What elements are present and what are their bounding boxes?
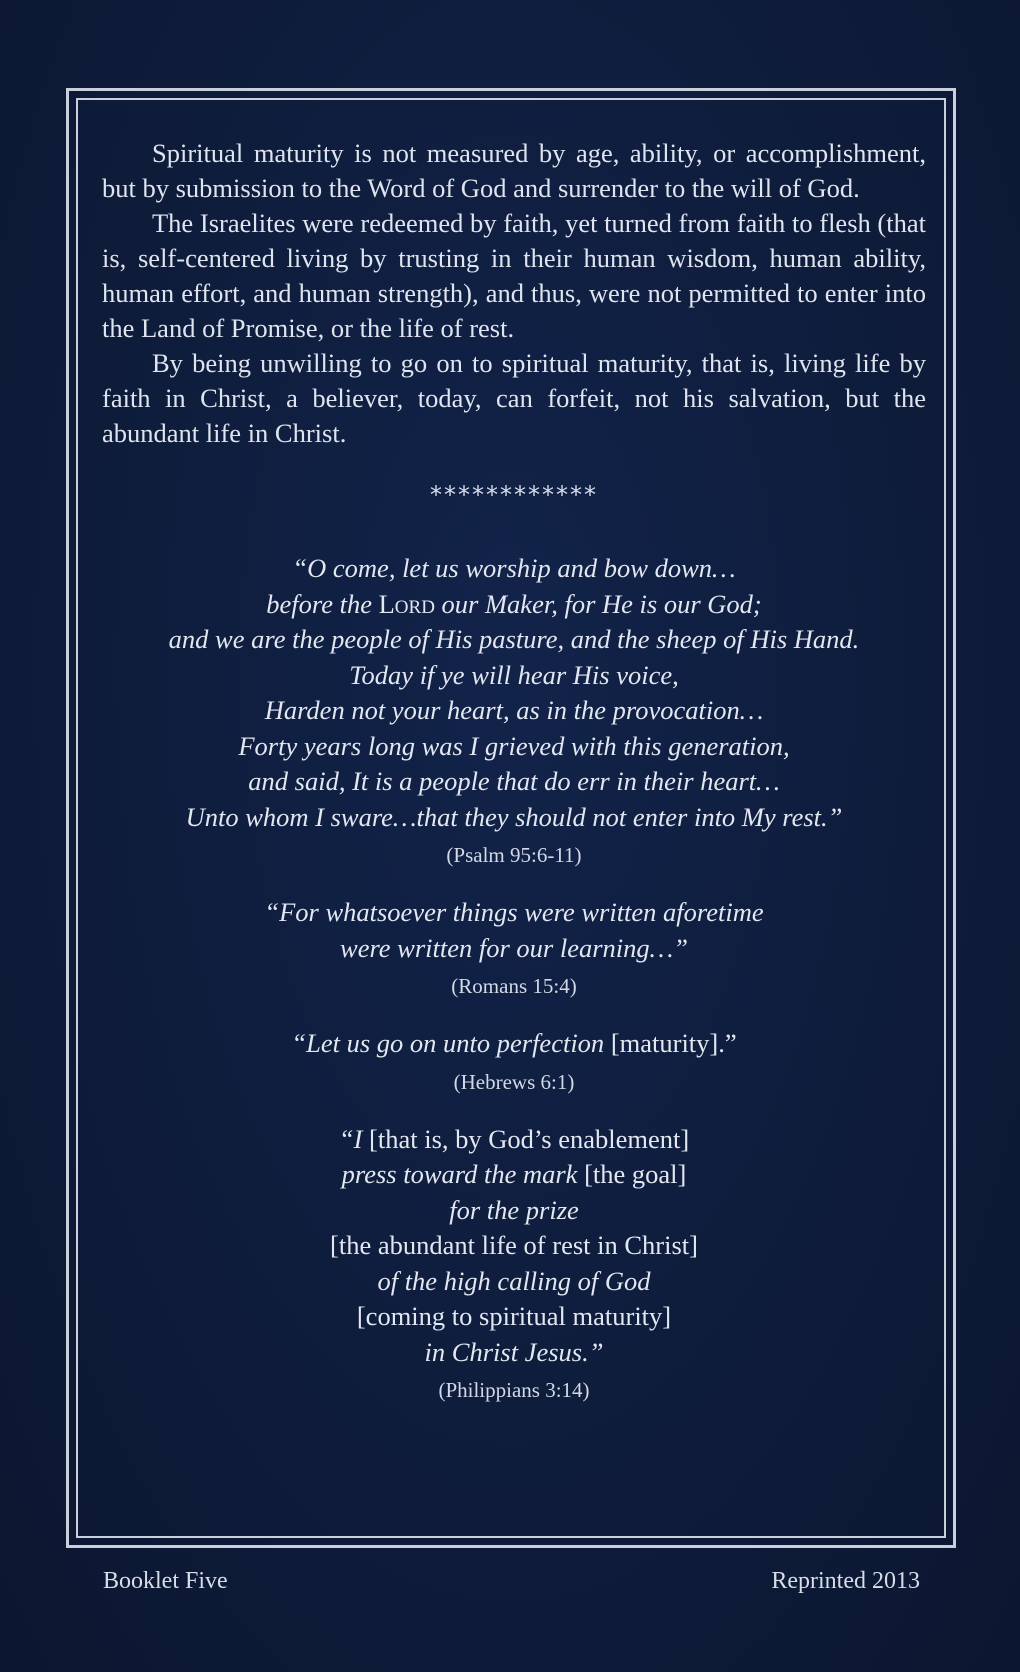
psalm-line-3: and we are the people of His pasture, and the sheep of His Hand.: [168, 624, 860, 654]
hebrews-bracket: [maturity].”: [604, 1028, 737, 1058]
philippians-line-6: [coming to spiritual maturity]: [356, 1301, 672, 1331]
psalm-line-2-after: our Maker, for He is our God;: [434, 588, 762, 619]
psalm-line-7: and said, It is a people that do err in their heart…: [248, 766, 780, 796]
romans-line-2: were written for our learning…”: [340, 932, 688, 963]
psalm-line-4: Today if ye will hear His voice,: [349, 659, 679, 690]
hebrews-quote: [102, 1026, 926, 1096]
romans-line-1: “For whatsoever things were written aforetime: [264, 897, 764, 927]
reprint-year: Reprinted 2013: [771, 1568, 920, 1594]
lord-small-caps: Lord: [378, 588, 435, 619]
psalm-line-6: Forty years long was I grieved with this generation,: [238, 730, 790, 761]
hebrews-italic: “Let us go on unto perfection: [291, 1028, 605, 1058]
booklet-number: Booklet Five: [103, 1568, 228, 1594]
philippians-line-2-italic: press toward the mark: [341, 1159, 578, 1189]
psalm-line-2: [102, 587, 926, 623]
psalm-quote: [102, 551, 926, 869]
philippians-reference: (Philippians 3:14): [438, 1378, 590, 1402]
romans-reference: (Romans 15:4): [451, 974, 577, 998]
romans-quote: [102, 895, 926, 1000]
philippians-line-7: in Christ Jesus.”: [424, 1336, 604, 1367]
psalm-line-8: Unto whom I sware…that they should not enter into My rest.”: [185, 801, 843, 832]
philippians-line-3: for the prize: [449, 1194, 579, 1225]
philippians-line-1-bracket: [that is, by God’s enablement]: [362, 1123, 690, 1154]
cover-content: [102, 136, 926, 1516]
philippians-line-1-italic: “I: [338, 1123, 363, 1154]
psalm-line-2-before: before the: [266, 588, 379, 619]
philippians-line-2-bracket: [the goal]: [577, 1159, 687, 1189]
philippians-line-4: [the abundant life of rest in Christ]: [330, 1230, 698, 1260]
paragraph-israelites: The Israelites were redeemed by faith, yet turned from faith to flesh (that is, self-centered living by trusting in their human wisdom, human ability, human effort, and human strength), and thus, were not permitted to enter into the Land of Promise, or the life of rest.: [102, 208, 926, 343]
paragraph-maturity: Spiritual maturity is not measured by age, ability, or accomplishment, but by submission to the Word of God and surrender to the will of God.: [102, 138, 926, 203]
philippians-line-2: [102, 1157, 926, 1193]
paragraph-believer: By being unwilling to go on to spiritual maturity, that is, living life by faith in Christ, a believer, today, can forfeit, not his salvation, but the abundant life in Christ.: [102, 348, 926, 448]
hebrews-line: [102, 1026, 926, 1062]
psalm-line-1: “O come, let us worship and bow down…: [292, 553, 736, 583]
philippians-quote: [102, 1122, 926, 1405]
psalm-line-5: Harden not your heart, as in the provocation…: [264, 695, 764, 725]
hebrews-reference: (Hebrews 6:1): [453, 1069, 575, 1094]
separator: ************: [430, 481, 598, 509]
philippians-line-1: [102, 1122, 926, 1158]
philippians-line-5: of the high calling of God: [377, 1265, 651, 1296]
psalm-reference: (Psalm 95:6-11): [446, 843, 582, 867]
